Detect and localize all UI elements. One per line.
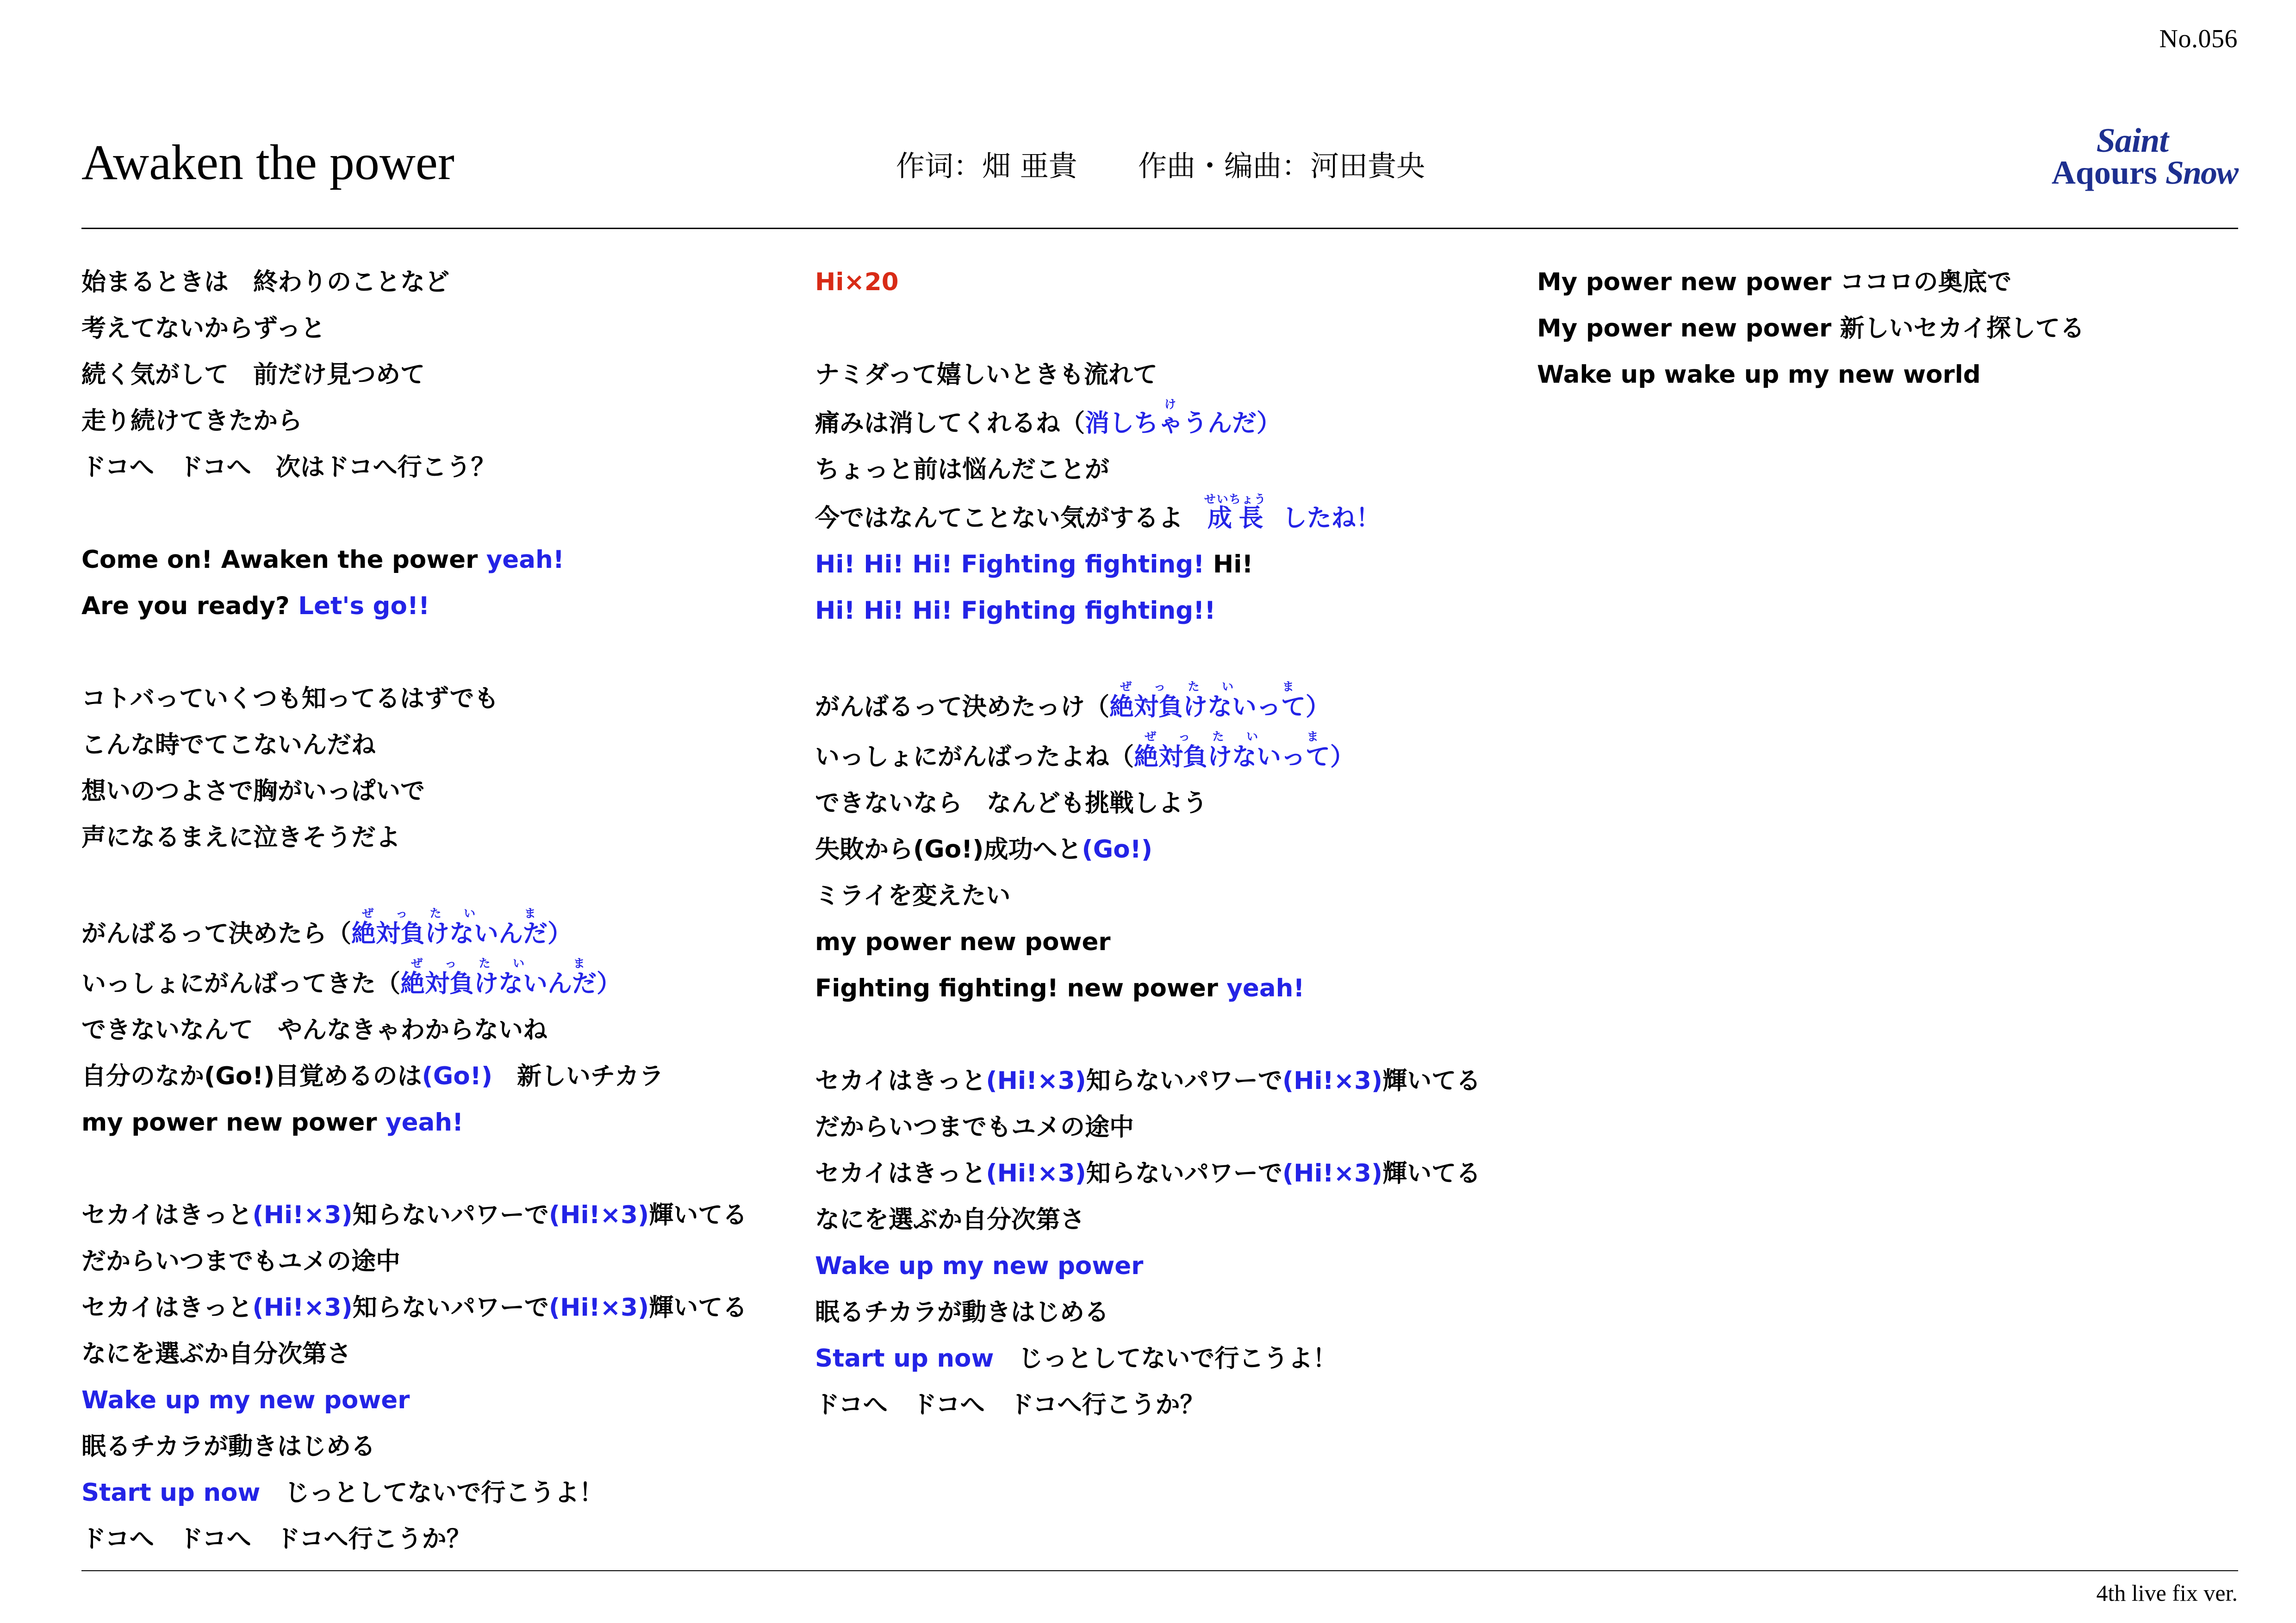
lyric-segment-accent: したね！ [1282, 504, 1381, 532]
lyric-line [815, 1150, 1537, 1197]
lyric-segment: じっとしてないで行こうよ！ [260, 1479, 604, 1507]
footer-divider [81, 1570, 2238, 1571]
lyric-line: こんな時でてこないんだね [81, 731, 376, 759]
lyrics-column-3 [1537, 259, 2231, 398]
lyric-segment-accent: (Hi!×3) [986, 1067, 1086, 1095]
lyric-segment-accent: (Hi!×3) [1282, 1067, 1383, 1095]
lyric-segment: Fighting fighting! new power [815, 974, 1227, 1002]
lyric-segment: 輝いてる [649, 1201, 747, 1229]
lyric-line [81, 583, 813, 629]
lyric-segment-accent: Let's go!! [298, 592, 430, 620]
lyric-line [815, 1336, 1537, 1382]
lyric-segment-accent: (Hi!×3) [548, 1201, 649, 1229]
lyrics-column-2 [815, 259, 1537, 1428]
lyric-segment-accent: (Go!) [422, 1062, 493, 1090]
lyric-segment-accent: ） [597, 970, 621, 998]
lyric-line: my power new power [815, 928, 1111, 956]
lyric-line: Hi! Hi! Hi! Fighting fighting!! [815, 597, 1216, 625]
ruby-group [1109, 680, 1306, 721]
lyric-line-hi20: Hi×20 [815, 268, 899, 296]
lyric-line: ドコへ ドコへ ドコへ行こうか？ [815, 1391, 1205, 1419]
lyric-line: ちょっと前は悩んだことが [815, 455, 1109, 484]
lyric-line [815, 493, 1537, 541]
page-title: Awaken the power [81, 135, 454, 190]
lyric-segment-accent: (Hi!×3) [1282, 1159, 1383, 1188]
title-row [81, 135, 2220, 199]
lyric-line: Wake up my new power [81, 1386, 410, 1414]
title-divider [81, 228, 2238, 229]
lyric-segment-accent: yeah! [1226, 974, 1305, 1002]
lyric-line [815, 1058, 1537, 1104]
lyric-line [81, 957, 813, 1007]
stanza-gap [815, 1012, 1537, 1058]
furigana: け [1085, 398, 1257, 411]
ruby-group [1085, 398, 1257, 437]
lyric-segment-accent: (Hi!×3) [252, 1293, 353, 1322]
saint-aqours-snow-logo [1988, 121, 2238, 200]
lyric-segment-accent: 絶対負けないって [1134, 743, 1330, 771]
lyric-segment-accent: (Go!) [1082, 835, 1153, 864]
lyric-line: 考えてないからずっと [81, 314, 325, 342]
lyric-line: だからいつまでもユメの途中 [815, 1113, 1134, 1141]
lyric-segment-accent: 絶対負けないんだ [400, 970, 597, 998]
lyric-line: Wake up my new power [815, 1252, 1144, 1280]
lyric-segment: 輝いてる [1382, 1067, 1481, 1095]
lyric-segment: セカイはきっと [81, 1293, 253, 1322]
lyric-segment: 知らないパワーで [1086, 1067, 1282, 1095]
lyric-line: Wake up wake up my new world [1537, 361, 1981, 389]
logo-aqours-word: Aqours [2051, 154, 2165, 191]
lyric-segment: Hi! [1204, 550, 1253, 578]
lyric-line: ドコへ ドコへ 次はドコへ行こう？ [81, 453, 496, 481]
lyric-line [81, 537, 813, 583]
lyric-line [81, 1053, 813, 1100]
lyric-line [815, 730, 1537, 780]
lyric-line [81, 1470, 813, 1516]
lyric-line: コトバっていくつも知ってるはずでも [81, 684, 499, 713]
furigana: ぜったい ま [400, 957, 597, 970]
lyric-segment-accent: Start up now [81, 1479, 261, 1507]
lyric-segment: Come on! Awaken the power [81, 546, 486, 574]
lyric-segment: いっしょにがんばったよね（ [815, 743, 1134, 771]
ruby-group [351, 907, 548, 948]
lyric-segment: 自分のなか(Go!)目覚めるのは [81, 1062, 422, 1090]
lyric-line [815, 541, 1537, 588]
lyric-segment: 知らないパワーで [352, 1293, 549, 1322]
stanza-gap [81, 861, 813, 907]
lyric-segment: my power new power [81, 1108, 386, 1137]
lyric-segment: 輝いてる [1382, 1159, 1481, 1188]
lyric-line: 続く気がして 前だけ見つめて [81, 361, 425, 389]
footer-note: 4th live fix ver. [2096, 1580, 2238, 1606]
lyric-line: ドコへ ドコへ ドコへ行こうか？ [81, 1525, 471, 1553]
lyric-line: 眠るチカラが動きはじめる [81, 1432, 375, 1461]
lyric-segment: じっとしてないで行こうよ！ [994, 1344, 1338, 1373]
lyric-line: 想いのつよさで胸がいっぱいで [81, 777, 425, 805]
lyric-segment: セカイはきっと [815, 1159, 986, 1188]
lyric-line: 走り続けてきたから [81, 407, 302, 435]
ruby-group [1204, 492, 1267, 532]
lyric-line: ナミダって嬉しいときも流れて [815, 361, 1157, 389]
lyric-segment-accent: yeah! [486, 546, 564, 574]
lyrics-column-1 [81, 259, 813, 1562]
lyric-segment-accent: (Hi!×3) [548, 1293, 649, 1322]
lyric-segment: セカイはきっと [815, 1067, 986, 1095]
lyric-line [81, 907, 813, 957]
lyric-line: なにを選ぶか自分次第さ [815, 1206, 1085, 1234]
lyric-segment-accent: ） [1306, 693, 1330, 721]
ruby-group [400, 957, 597, 998]
lyric-segment-accent: ） [1330, 743, 1355, 771]
lyric-segment-accent: ） [1257, 409, 1281, 437]
stanza-gap [815, 305, 1537, 352]
stanza-gap [81, 491, 813, 537]
lyricist-label: 作词：畑 亜貴 [896, 149, 1077, 183]
logo-saint-text: Saint [2096, 122, 2168, 160]
lyric-segment-accent: Hi! Hi! Hi! Fighting fighting! [815, 550, 1205, 578]
stanza-gap [815, 634, 1537, 680]
logo-snow-word: Snow [2165, 154, 2238, 191]
lyric-segment: いっしょにがんばってきた（ [81, 970, 400, 998]
lyric-segment: 新しいチカラ [492, 1062, 664, 1090]
lyric-segment: 痛みは消してくれるね（ [815, 409, 1085, 437]
furigana: ぜったい ま [351, 907, 548, 920]
lyric-segment: 失敗から(Go!)成功へと [815, 835, 1082, 864]
lyric-segment-accent: ） [548, 920, 572, 948]
composer-label: 作曲・编曲：河田貴央 [1138, 149, 1425, 183]
lyric-segment-accent: 消しちゃうんだ [1085, 409, 1257, 437]
credits [896, 149, 1425, 183]
furigana: ぜったい ま [1109, 680, 1306, 693]
lyric-line [815, 827, 1537, 873]
lyric-segment: セカイはきっと [81, 1201, 253, 1229]
lyric-line [81, 1285, 813, 1331]
lyric-line [815, 680, 1537, 730]
lyric-segment: がんばるって決めたっけ（ [815, 693, 1109, 721]
lyric-segment: 知らないパワーで [352, 1201, 549, 1229]
lyric-segment: 知らないパワーで [1086, 1159, 1282, 1188]
lyric-segment-accent: 成長 [1204, 504, 1267, 532]
lyric-line [81, 1100, 813, 1146]
furigana: せいちょう [1204, 492, 1267, 506]
lyric-line: My power new power 新しいセカイ探してる [1537, 314, 2084, 342]
furigana: ぜったい ま [1134, 730, 1330, 743]
lyric-line: できないなんて やんなきゃわからないね [81, 1016, 548, 1044]
lyric-segment: Are you ready? [81, 592, 299, 620]
lyric-line: ミライを変えたい [815, 882, 1011, 910]
lyric-segment-accent: (Hi!×3) [252, 1201, 353, 1229]
logo-aqours-snow-text [2052, 154, 2238, 192]
ruby-group [1134, 730, 1330, 771]
lyric-segment: 輝いてる [649, 1293, 747, 1322]
lyric-segment-accent: 絶対負けないんだ [351, 920, 548, 948]
lyric-segment-accent: (Hi!×3) [986, 1159, 1086, 1188]
lyric-line [81, 1192, 813, 1238]
page-number: No.056 [2159, 25, 2238, 53]
stanza-gap [81, 629, 813, 676]
lyric-line: 始まるときは 終わりのことなど [81, 268, 449, 296]
lyric-line: 眠るチカラが動きはじめる [815, 1298, 1109, 1326]
lyric-line [815, 398, 1537, 447]
lyric-segment: がんばるって決めたら（ [81, 920, 351, 948]
lyric-segment-accent: Start up now [815, 1344, 994, 1373]
stanza-gap [81, 1146, 813, 1192]
lyric-segment-accent: yeah! [386, 1108, 464, 1137]
lyric-line: My power new power ココロの奥底で [1537, 268, 2012, 296]
lyric-line: なにを選ぶか自分次第さ [81, 1340, 351, 1368]
lyric-segment-accent: 絶対負けないって [1109, 693, 1306, 721]
lyric-line [815, 965, 1537, 1012]
lyric-line: できないなら なんども挑戦しよう [815, 789, 1207, 817]
lyric-line: だからいつまでもユメの途中 [81, 1247, 400, 1275]
lyric-segment: 今ではなんてことない気がするよ [815, 504, 1207, 532]
lyric-line: 声になるまえに泣きそうだよ [81, 823, 400, 852]
